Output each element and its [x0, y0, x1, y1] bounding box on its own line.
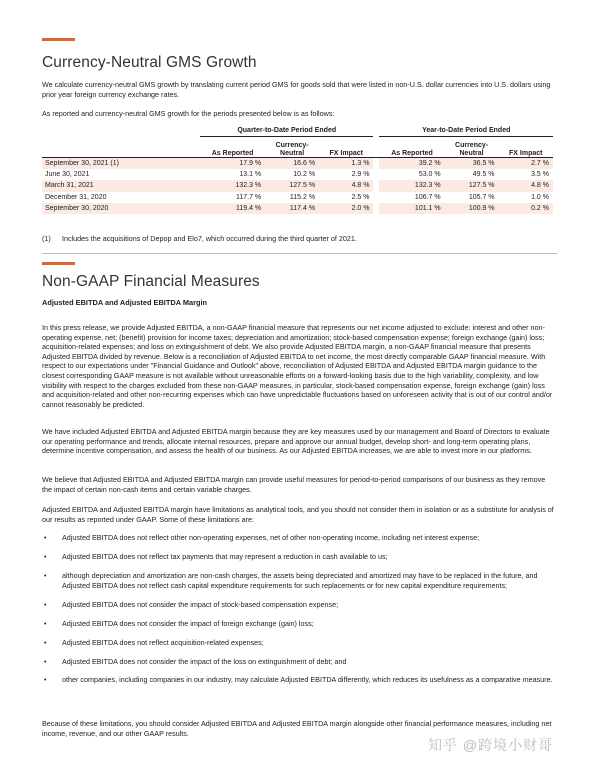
paragraph: We have included Adjusted EBITDA and Adjusted EBITDA margin because they are key measures used by our management and Board of Directors to evaluate our operating performance and trends, allocate internal resources, prepare and approve our annual budget, develop short- and long-term operating plans, determine incentive compensation, and assess the health of our business. As our Adjusted EBITDA increases, we are able to invest more in our platforms. — [42, 427, 550, 456]
section-divider — [42, 253, 557, 254]
cell: 119.4 % — [200, 203, 265, 214]
cell: 101.1 % — [379, 203, 444, 214]
cell: 2.5 % — [351, 193, 370, 201]
accent-bar — [42, 262, 75, 265]
cell: 115.2 % — [289, 193, 316, 201]
list-item: • Adjusted EBITDA does not reflect tax payments that may represent a reduction in cash available to us; — [44, 551, 388, 561]
table-row — [42, 180, 553, 191]
cell: 1.3 % — [319, 158, 373, 170]
section-title: Non-GAAP Financial Measures — [42, 273, 260, 290]
paragraph: As reported and currency-neutral GMS growth for the periods presented below is as follows: — [42, 109, 335, 118]
gms-growth-table — [42, 124, 553, 214]
row-label: December 31, 2020 — [45, 193, 107, 201]
cell: 2.7 % — [499, 158, 553, 170]
column-header: As Reported — [379, 137, 444, 158]
paragraph: Adjusted EBITDA and Adjusted EBITDA margin have limitations as analytical tools, and you should not consider them in isolation or as a substitute for analysis of our results as reported under GAAP. Some of these limitations are: — [42, 505, 554, 524]
table-row — [42, 203, 553, 214]
cell: 4.8 % — [499, 180, 553, 191]
list-item: • other companies, including companies in our industry, may calculate Adjusted EBITDA differently, which reduces its usefulness as a comparative measure. — [44, 675, 553, 685]
list-item: • although depreciation and amortization are non-cash charges, the assets being depreciated and amortized may have to be replaced in the future, and Adjusted EBITDA does not reflect cash capital expenditure requirements for such replacements or for new capital expenditure requirements; — [44, 570, 538, 590]
table-row — [42, 192, 553, 203]
cell: 100.9 % — [445, 203, 499, 214]
cell: 49.5 % — [472, 171, 495, 179]
footnote — [42, 234, 357, 243]
cell: 127.5 % — [445, 180, 499, 191]
column-header: Currency- Neutral — [265, 137, 319, 158]
cell: 0.2 % — [499, 203, 553, 214]
watermark: 知乎 @跨境小财哥 — [428, 737, 554, 753]
cell: 2.0 % — [319, 203, 373, 214]
row-label: June 30, 2021 — [45, 171, 90, 179]
bullet-icon: • — [44, 570, 47, 580]
cell: 36.5 % — [445, 158, 499, 170]
list-item: • Adjusted EBITDA does not consider the impact of stock-based compensation expense; — [44, 599, 339, 609]
cell: 53.0 % — [418, 171, 441, 179]
cell: 2.9 % — [351, 171, 370, 179]
column-header: FX Impact — [319, 137, 373, 158]
cell: 17.9 % — [200, 158, 265, 170]
column-header: As Reported — [200, 137, 265, 158]
bullet-icon: • — [44, 618, 47, 628]
column-header: FX Impact — [499, 137, 553, 158]
cell: 39.2 % — [379, 158, 444, 170]
accent-bar — [42, 38, 75, 41]
cell: 117.4 % — [265, 203, 319, 214]
table-row — [42, 169, 553, 180]
limitations-list — [42, 533, 557, 694]
bullet-icon: • — [44, 599, 47, 609]
table-group-header: Year-to-Date Period Ended — [379, 124, 553, 137]
list-item: • Adjusted EBITDA does not consider the impact of foreign exchange (gain) loss; — [44, 618, 314, 628]
list-item: • Adjusted EBITDA does not reflect acquisition-related expenses; — [44, 637, 264, 647]
cell: 106.7 % — [414, 193, 441, 201]
subsection-title: Adjusted EBITDA and Adjusted EBITDA Margin — [42, 298, 208, 307]
footnote-mark: (1) — [42, 234, 51, 243]
paragraph: We believe that Adjusted EBITDA and Adjusted EBITDA margin can provide useful measures for period-to-period comparisons of our business as they remove the impact of certain non-cash items and certain variable charges. — [42, 475, 546, 494]
cell: 127.5 % — [265, 180, 319, 191]
paragraph: Because of these limitations, you should consider Adjusted EBITDA and Adjusted EBITDA margin alongside other financial performance measures, including net income, revenue, and our other GAAP results. — [42, 719, 552, 738]
footnote-text: Includes the acquisitions of Depop and Elo7, which occurred during the third quarter of 2021. — [62, 234, 357, 243]
cell: 4.8 % — [319, 180, 373, 191]
paragraph: In this press release, we provide Adjusted EBITDA, a non-GAAP financial measure that represents our net income adjusted to exclude: interest and other non-operating expense, net; (benefit) provision for income taxes; depreciation and amortization; stock-based compensation expense; foreign exchange (gain) loss; acquisition-related expenses; and loss on extinguishment of debt. We also provide Adjusted EBITDA margin, a non-GAAP financial measure that presents Adjusted EBITDA divided by revenue. Below is a reconciliation of Adjusted EBITDA to net income, the most directly comparable GAAP financial measure. With respect to our expectations under "Financial Guidance and Outlook" above, reconciliation of Adjusted EBITDA and Adjusted EBITDA margin guidance to the closest corresponding GAAP measure is not available without unreasonable efforts on a forward-looking basis due to the high variability, complexity, and low visibility with respect to the charges excluded from these non-GAAP measures, in particular, stock-based compensation expense, foreign exchange (gain) loss and acquisition-related and other non-recurring expenses which can have unpredictable fluctuations based on unforeseen activity that is out of our control and/or cannot reasonably be predicted. — [42, 323, 553, 409]
bullet-icon: • — [44, 533, 47, 542]
list-item: • Adjusted EBITDA does not reflect other non-operating expenses, net of other non-operating income, including net interest expense; — [44, 533, 480, 542]
bullet-icon: • — [44, 675, 47, 685]
cell: 13.1 % — [239, 171, 262, 179]
row-label: March 31, 2021 — [42, 180, 200, 191]
column-header: Currency- Neutral — [445, 137, 499, 158]
cell: 105.7 % — [468, 193, 495, 201]
section-title: Currency-Neutral GMS Growth — [42, 54, 257, 71]
row-label: September 30, 2021 (1) — [42, 158, 200, 170]
bullet-icon: • — [44, 656, 47, 666]
cell: 16.6 % — [265, 158, 319, 170]
cell: 132.3 % — [379, 180, 444, 191]
cell: 132.3 % — [200, 180, 265, 191]
table-row — [42, 158, 553, 170]
cell: 1.0 % — [531, 193, 549, 201]
cell: 10.2 % — [293, 171, 316, 179]
bullet-icon: • — [44, 637, 47, 647]
bullet-icon: • — [44, 551, 47, 561]
cell: 3.5 % — [531, 171, 549, 179]
cell: 117.7 % — [235, 193, 262, 201]
table-group-header: Quarter-to-Date Period Ended — [200, 124, 373, 137]
row-label: September 30, 2020 — [42, 203, 200, 214]
list-item: • Adjusted EBITDA does not consider the impact of the loss on extinguishment of debt; and — [44, 656, 347, 666]
paragraph: We calculate currency-neutral GMS growth by translating current period GMS for goods sold that were listed in non-U.S. dollar currencies into U.S. dollars using prior year foreign currency exchange rates. — [42, 80, 551, 99]
